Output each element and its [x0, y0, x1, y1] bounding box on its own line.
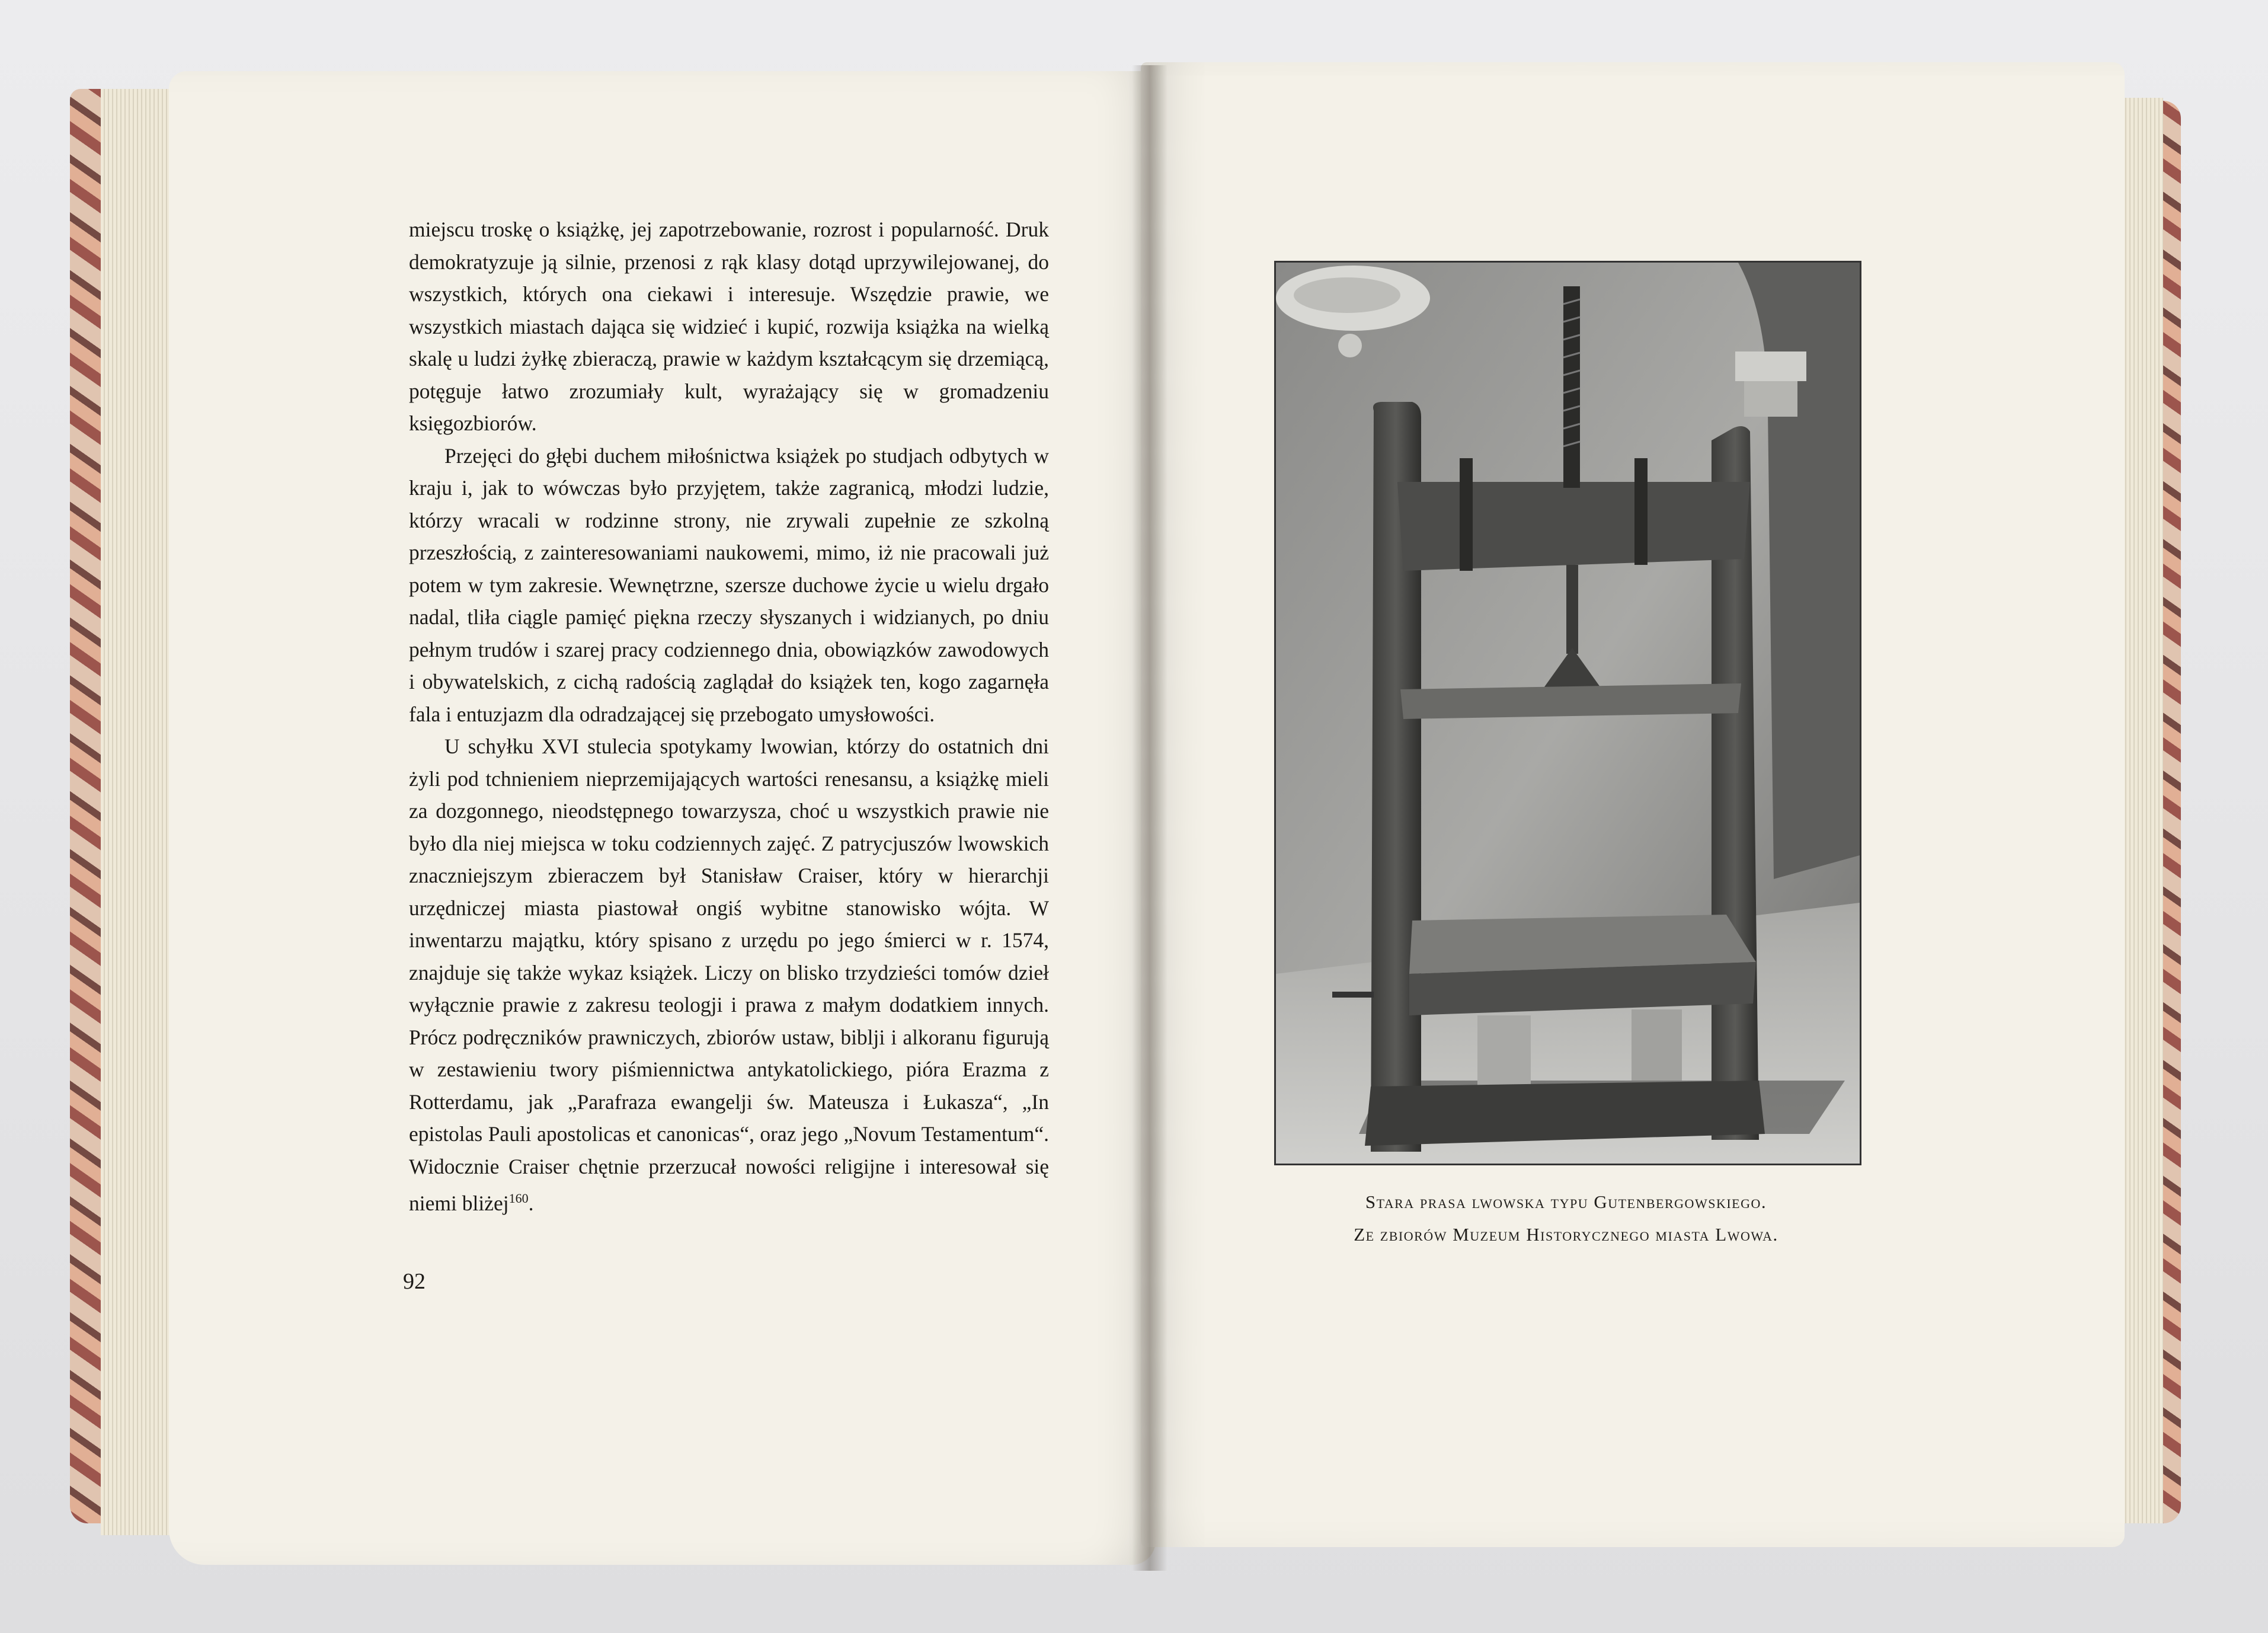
page-block-edge-left	[101, 89, 178, 1535]
printing-press-photograph	[1274, 261, 1861, 1165]
caption-line-2: Ze zbiorów Muzeum Historycznego miasta Lwowa.	[1354, 1224, 1778, 1245]
body-text	[409, 213, 1049, 1219]
footnote-reference: 160	[508, 1191, 529, 1206]
plate-caption	[1274, 1185, 1858, 1251]
paragraph: miejscu troskę o książkę, jej zapotrzebowanie, rozrost i popularność. Druk demokratyzuje ją silnie, przenosi z rąk klasy dotąd uprzywilejowanej, do wszystkich, których ona ciekawi i interesuje. Wszędzie prawie, we wszystkich miastach dająca się widzieć i kupić, rozwija książka na wielką skalę u ludzi żyłkę zbieraczą, prawie w każdym kształcącym się drzemiącą, potęguje łatwo zrozumiały kult, wyrażający się w gromadzeniu księgozbiorów.	[409, 218, 1049, 435]
footnote-trail: .	[528, 1191, 534, 1215]
page-number: 92	[403, 1269, 426, 1294]
book-gutter	[1132, 65, 1167, 1571]
paragraph	[409, 730, 1049, 1219]
paragraph: Przejęci do głębi duchem miłośnictwa książek po studjach odbytych w kraju i, jak to wówczas było przyjętem, także zagranicą, młodzi ludzie, którzy wracali w rodzinne strony, nie zrywali zupełnie ze szkolną przeszłością, z zainteresowaniami naukowemi, mimo, iż nie pracowali już potem w tym zakresie. Wewnętrzne, szersze duchowe życie u wielu drgało nadal, tliła ciągle pamięć piękna rzeczy słyszanych i widzianych, po dniu pełnym trudów i szarej pracy codziennego dnia, obowiązków zawodowych i obywatelskich, z cichą radością zaglądał do książek ten, kogo zagarnęła fala i entuzjazm dla odradzającej się przebogato umysłowości.	[409, 443, 1049, 726]
printing-press-illustration	[1276, 263, 1860, 1164]
caption-line-1: Stara prasa lwowska typu Gutenbergowskiego.	[1365, 1191, 1767, 1212]
paragraph-text: U schyłku XVI stulecia spotykamy lwowian, którzy do ostatnich dni żyli pod tchnieniem nieprzemijających wartości renesansu, a książkę mieli za dozgonnego, nieodstępnego towarzysza, choć u wszystkich prawie nie było dla niej miejsca w toku codziennych zajęć. Z patrycjuszów lwowskich znaczniejszym zbieraczem był Stanisław Craiser, który w hierarchji urzędniczej miasta piastował ongiś wybitne stanowisko wójta. W inwentarzu majątku, który spisano z urzędu po jego śmierci w r. 1574, znajduje się także wykaz książek. Liczy on blisko trzydzieści tomów dzieł wyłącznie prawie z zakresu teologji i prawa z małym dodatkiem innych. Prócz podręczników prawniczych, zbiorów ustaw, biblji i alkoranu figurują w zestawieniu twory piśmiennictwa antykatolickiego, pióra Erazma z Rotterdamu, jak „Parafraza ewangelji św. Mateusza i Łukasza“, „In epistolas Pauli apostolicas et canonicas“, oraz jego „Novum Testamentum“. Widocznie Craiser chętnie przerzucał nowości religijne i interesował się niemi bliżej	[409, 734, 1049, 1215]
